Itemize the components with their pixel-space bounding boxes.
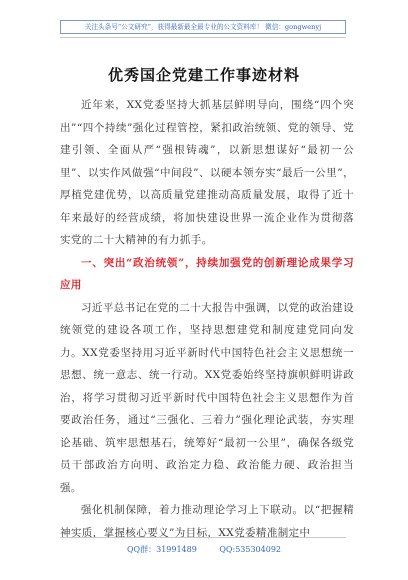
footer-divider: [60, 537, 346, 538]
intro-paragraph: 近年来，XX党委坚持大抓基层鲜明导向，围绕“四个突出”“四个持续”强化过程管控，紧扣政治统领、党的领导、党建引领、全面从严“强根铸魂”，以新思想谋好“最初一公里”、以实作风做强“中间段”、以硬本领夯实“最后一公里”，厚植党建优势，以高质量党建推动高质量发展，取得了近十年来最好的经营成绩，将加快建设世界一流企业作为贯彻落实党的二十大精神的有力抓手。: [60, 99, 354, 246]
section-heading: 一、突出“政治统领”，持续加强党的创新理论成果学习应用: [60, 256, 354, 291]
document-body: [60, 94, 354, 544]
promo-banner[interactable]: 关注头条号“公文研究”，获得最新最全最专业的公文资料库！ 微信：gongwenyj: [60, 20, 346, 34]
qq-number-text: QQ:535304092: [219, 545, 281, 554]
body-paragraph: 强化机制保障，着力推动理论学习上下联动。以“把握精神实质，掌握核心要义”为目标，XX党委精准制定中: [60, 504, 354, 539]
document-title: 优秀国企党建工作事迹材料: [107, 66, 300, 84]
body-paragraph: 习近平总书记在党的二十大报告中强调，以党的政治建设统领党的建设各项工作，坚持思想建党和制度建党同向发力。XX党委坚持用习近平新时代中国特色社会主义思想统一思想、统一意志、统一行动。XX党委始终坚持旗帜鲜明讲政治，将学习贯彻习近平新时代中国特色社会主义思想作为首要政治任务，通过“三强化、三着力”强化理论武装，夯实理论基础、筑牢思想基石，统筹好“最初一公里”，确保各级党员干部政治方向明、政治定力稳、政治能力硬、政治担当强。: [60, 301, 354, 494]
page-footer: [0, 544, 408, 555]
qq-group-text: QQ群：31991489: [126, 545, 197, 554]
header-divider: [60, 37, 346, 38]
